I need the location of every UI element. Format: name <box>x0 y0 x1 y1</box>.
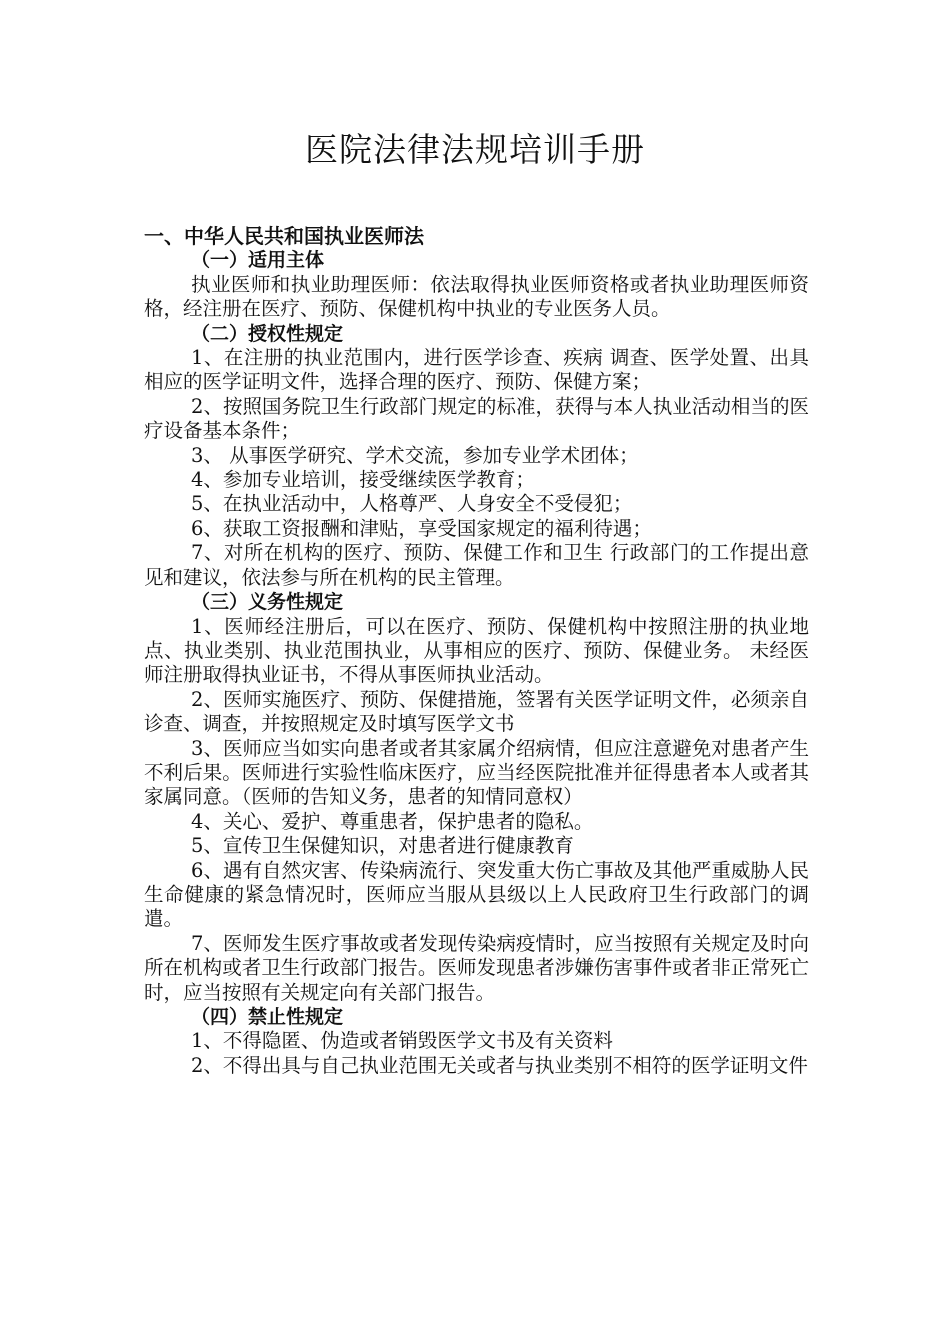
paragraph: 1、在注册的执业范围内，进行医学诊查、疾病 调查、医学处置、出具相应的医学证明文件，选择合理的医疗、预防、保健方案； <box>144 346 809 394</box>
paragraph: 6、遇有自然灾害、传染病流行、突发重大伤亡事故及其他严重威胁人民生命健康的紧急情况时，医师应当服从县级以上人民政府卫生行政部门的调遣。 <box>144 858 809 931</box>
paragraph: 2、医师实施医疗、预防、保健措施，签署有关医学证明文件，必须亲自诊查、调查，并按照规定及时填写医学文书 <box>144 687 809 736</box>
paragraph: 执业医师和执业助理医师：依法取得执业医师资格或者执业助理医师资格，经注册在医疗、预防、保健机构中执业的专业医务人员。 <box>144 272 809 321</box>
paragraph: 4、关心、爱护、尊重患者，保护患者的隐私。 <box>191 809 594 833</box>
document-body <box>144 224 809 1078</box>
subsection-heading-applicable-subject: （一）适用主体 <box>191 249 325 272</box>
paragraph: 3、 从事医学研究、学术交流，参加专业学术团体； <box>191 443 639 467</box>
paragraph: 7、医师发生医疗事故或者发现传染病疫情时，应当按照有关规定及时向所在机构或者卫生行政部门报告。医师发现患者涉嫌伤害事件或者非正常死亡时，应当按照有关规定向有关部门报告。 <box>144 931 809 1004</box>
paragraph: 4、参加专业培训，接受继续医学教育； <box>191 468 535 492</box>
paragraph: 1、医师经注册后，可以在医疗、预防、保健机构中按照注册的执业地点、执业类别、执业范围执业，从事相应的医疗、预防、保健业务。 未经医师注册取得执业证书，不得从事医师执业活动。 <box>144 614 809 687</box>
section-heading: 一、中华人民共和国执业医师法 <box>144 224 424 248</box>
subsection-heading-authorization: （二）授权性规定 <box>191 322 344 345</box>
paragraph: 2、不得出具与自己执业范围无关或者与执业类别不相符的医学证明文件 <box>191 1053 808 1077</box>
paragraph: 5、宣传卫生保健知识，对患者进行健康教育 <box>191 834 574 858</box>
paragraph: 7、对所在机构的医疗、预防、保健工作和卫生 行政部门的工作提出意见和建议，依法参与所在机构的民主管理。 <box>144 541 809 589</box>
subsection-heading-prohibitions: （四）禁止性规定 <box>191 1006 344 1028</box>
document-title: 医院法律法规培训手册 <box>305 130 645 169</box>
paragraph: 6、获取工资报酬和津贴，享受国家规定的福利待遇； <box>191 516 652 540</box>
paragraph: 1、不得隐匿、伪造或者销毁医学文书及有关资料 <box>191 1029 613 1053</box>
paragraph: 5、在执业活动中，人格尊严、人身安全不受侵犯； <box>191 492 633 516</box>
paragraph: 3、医师应当如实向患者或者其家属介绍病情，但应注意避免对患者产生不利后果。医师进行实验性临床医疗，应当经医院批准并征得患者本人或者其家属同意。（医师的告知义务，患者的知情同意权） <box>144 736 809 809</box>
paragraph: 2、按照国务院卫生行政部门规定的标准，获得与本人执业活动相当的医疗设备基本条件； <box>144 394 809 443</box>
subsection-heading-obligations: （三）义务性规定 <box>191 591 344 614</box>
